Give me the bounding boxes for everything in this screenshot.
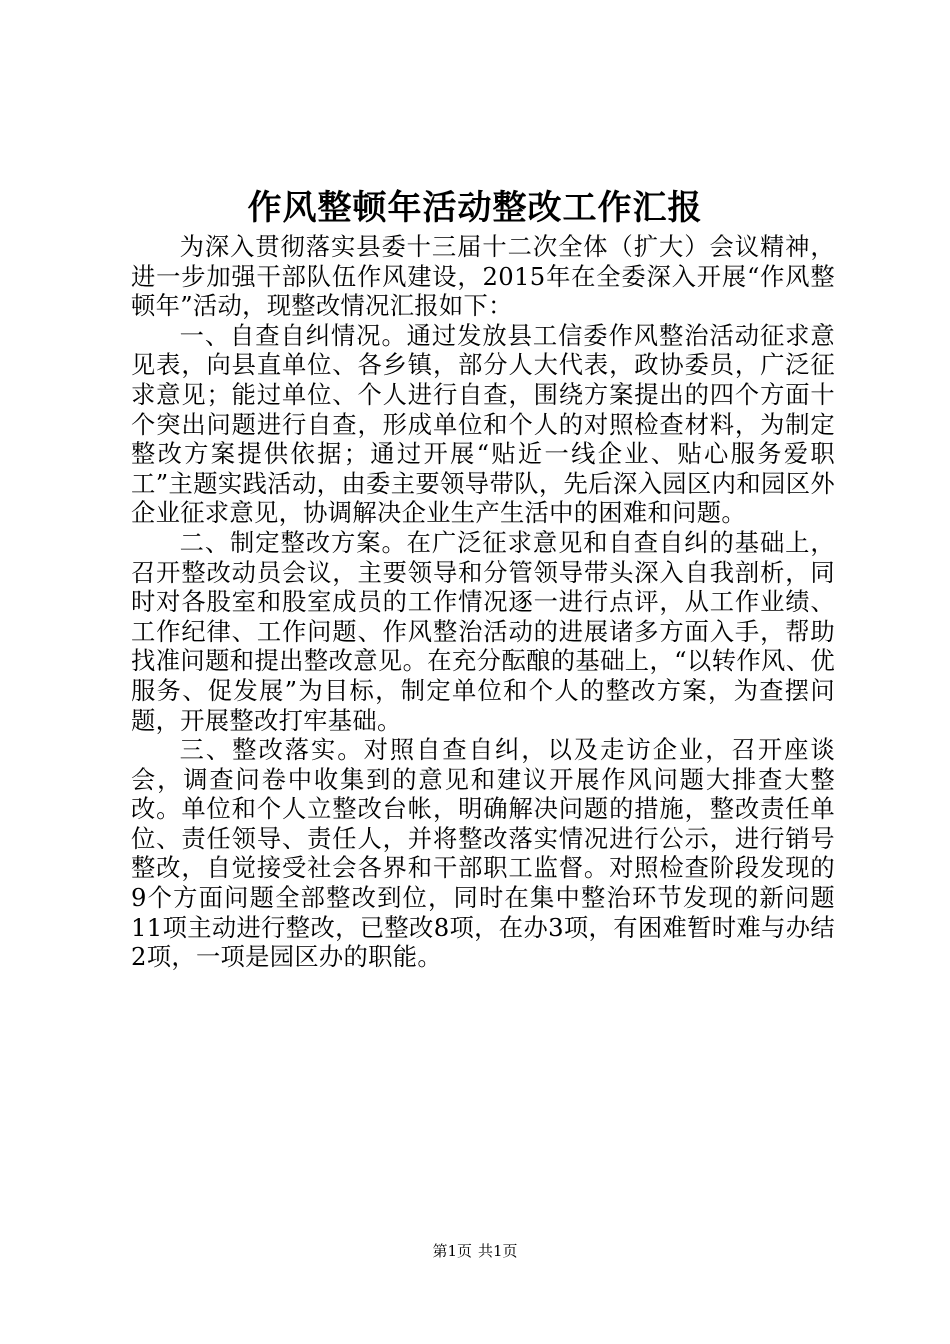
paragraph-self-inspection: 一、自查自纠情况。通过发放县工信委作风整治活动征求意见表，向县直单位、各乡镇，部分人大代表，政协委员，广泛征求意见；能过单位、个人进行自查，围绕方案提出的四个方面十个突出问题进行自查，形成单位和个人的对照检查材料，为制定整改方案提供依据；通过开展“贴近一线企业、贴心服务爱职工”主题实践活动，由委主要领导带队，先后深入园区内和园区外企业征求意见，协调解决企业生产生活中的困难和问题。 bbox=[131, 320, 835, 528]
page-number: 第1页 bbox=[432, 1242, 472, 1260]
document-body bbox=[131, 232, 835, 972]
paragraph-rectification-plan: 二、制定整改方案。在广泛征求意见和自查自纠的基础上，召开整改动员会议，主要领导和分管领导带头深入自我剖析，同时对各股室和股室成员的工作情况逐一进行点评，从工作业绩、工作纪律、工作问题、作风整治活动的进展诸多方面入手，帮助找准问题和提出整改意见。在充分酝酿的基础上，“以转作风、优服务、促发展”为目标，制定单位和个人的整改方案，为查摆问题，开展整改打牢基础。 bbox=[131, 527, 835, 735]
page-total: 共1页 bbox=[478, 1242, 518, 1260]
paragraph-intro: 为深入贯彻落实县委十三届十二次全体（扩大）会议精神，进一步加强干部队伍作风建设，2015年在全委深入开展“作风整顿年”活动，现整改情况汇报如下： bbox=[131, 232, 835, 321]
paragraph-rectification-implementation: 三、整改落实。对照自查自纠，以及走访企业，召开座谈会，调查问卷中收集到的意见和建议开展作风问题大排查大整改。单位和个人立整改台帐，明确解决问题的措施，整改责任单位、责任领导、责任人，并将整改落实情况进行公示，进行销号整改，自觉接受社会各界和干部职工监督。对照检查阶段发现的9个方面问题全部整改到位，同时在集中整治环节发现的新问题11项主动进行整改，已整改8项，在办3项，有困难暂时难与办结2项，一项是园区办的职能。 bbox=[131, 735, 835, 972]
page-footer bbox=[0, 1240, 950, 1262]
document-title: 作风整顿年活动整改工作汇报 bbox=[247, 188, 703, 228]
